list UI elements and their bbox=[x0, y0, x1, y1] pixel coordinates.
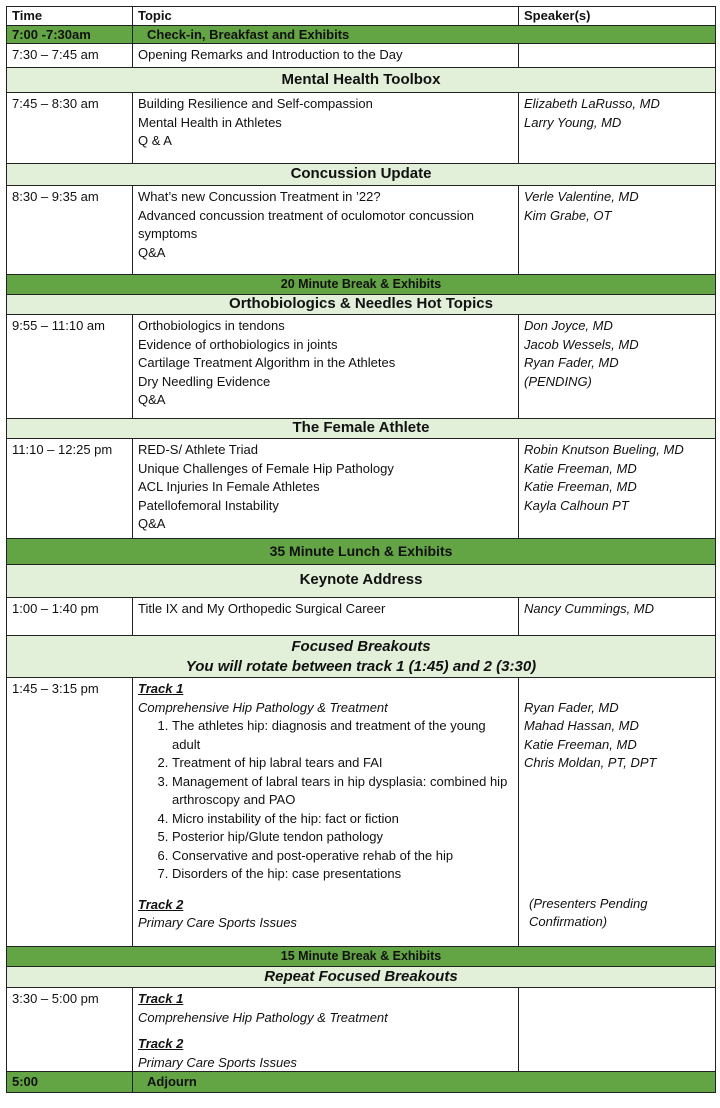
track-2-title: Primary Care Sports Issues bbox=[138, 1054, 297, 1070]
topic-line: Advanced concussion treatment of oculomotor concussion bbox=[138, 207, 475, 223]
breakouts-heading bbox=[7, 636, 715, 678]
topic-line: Mental Health in Athletes bbox=[138, 114, 282, 130]
break-20-row: 20 Minute Break & Exhibits bbox=[7, 275, 715, 295]
concussion-topics bbox=[133, 186, 519, 274]
ortho-row bbox=[7, 315, 715, 419]
female-time: 11:10 – 12:25 pm bbox=[7, 439, 133, 538]
keynote-row bbox=[7, 598, 715, 636]
list-item: 5. Posterior hip/Glute tendon pathology bbox=[172, 828, 513, 847]
topic-line: Q & A bbox=[138, 133, 172, 148]
track-2-heading: Track 2 bbox=[138, 1036, 184, 1051]
speaker-line: Confirmation) bbox=[529, 914, 608, 929]
breakouts-row bbox=[7, 678, 715, 947]
track-1-heading: Track 1 bbox=[138, 681, 184, 696]
repeat-time: 3:30 – 5:00 pm bbox=[7, 988, 133, 1071]
mental-topics bbox=[133, 93, 519, 163]
ortho-topics bbox=[133, 315, 519, 418]
lunch-row: 35 Minute Lunch & Exhibits bbox=[7, 539, 715, 565]
female-heading: The Female Athlete bbox=[7, 419, 715, 439]
opening-time: 7:30 – 7:45 am bbox=[7, 44, 133, 67]
adjourn-row bbox=[7, 1072, 715, 1092]
topic-header: Topic bbox=[133, 7, 519, 25]
list-item: 7. Disorders of the hip: case presentations bbox=[172, 865, 513, 884]
topic-line: Q&A bbox=[138, 392, 166, 407]
speakers-header: Speaker(s) bbox=[524, 8, 591, 23]
list-item: 6. Conservative and post-operative rehab of the hip bbox=[172, 847, 513, 866]
speaker-line: Kayla Calhoun PT bbox=[524, 497, 629, 513]
opening-topic: Opening Remarks and Introduction to the Day bbox=[133, 44, 519, 67]
list-item: 2. Treatment of hip labral tears and FAI bbox=[172, 754, 513, 773]
female-row bbox=[7, 439, 715, 539]
checkin-label: Check-in, Breakfast and Exhibits bbox=[147, 27, 350, 42]
adjourn-time: 5:00 bbox=[7, 1072, 133, 1092]
list-item: 3. Management of labral tears in hip dysplasia: combined hip arthroscopy and PAO bbox=[172, 773, 513, 810]
speaker-line: Katie Freeman, MD bbox=[524, 460, 637, 476]
concussion-time: 8:30 – 9:35 am bbox=[7, 186, 133, 274]
speaker-line: Jacob Wessels, MD bbox=[524, 336, 639, 352]
list-item: 4. Micro instability of the hip: fact or fiction bbox=[172, 810, 513, 829]
speaker-line: (PENDING) bbox=[524, 373, 592, 389]
keynote-speaker: Nancy Cummings, MD bbox=[524, 601, 655, 616]
topic-line: Q&A bbox=[138, 244, 166, 260]
mental-speakers bbox=[519, 93, 715, 163]
header-row bbox=[7, 7, 715, 26]
repeat-heading: Repeat Focused Breakouts bbox=[7, 967, 715, 988]
topic-line: What’s new Concussion Treatment in ’22? bbox=[138, 189, 381, 204]
topic-line: symptoms bbox=[138, 226, 198, 241]
speaker-line: Katie Freeman, MD bbox=[524, 736, 637, 752]
female-topics bbox=[133, 439, 519, 538]
speaker-line: Verle Valentine, MD bbox=[524, 189, 639, 204]
time-header: Time bbox=[7, 7, 133, 25]
topic-line: Q&A bbox=[138, 516, 166, 531]
topic-line: Patellofemoral Instability bbox=[138, 497, 279, 513]
speaker-line: Robin Knutson Bueling, MD bbox=[524, 442, 684, 457]
break-15-row: 15 Minute Break & Exhibits bbox=[7, 947, 715, 967]
topic-line: Dry Needling Evidence bbox=[138, 373, 271, 389]
speaker-line: Larry Young, MD bbox=[524, 114, 622, 130]
track-1-title: Comprehensive Hip Pathology & Treatment bbox=[138, 699, 388, 715]
speaker-line: Kim Grabe, OT bbox=[524, 207, 612, 223]
speaker-line: Katie Freeman, MD bbox=[524, 479, 637, 494]
track-1-title: Comprehensive Hip Pathology & Treatment bbox=[138, 1009, 388, 1025]
topic-line: ACL Injuries In Female Athletes bbox=[138, 479, 320, 494]
topic-line: Building Resilience and Self-compassion bbox=[138, 96, 373, 111]
speaker-line: Chris Moldan, PT, DPT bbox=[524, 755, 657, 770]
speaker-line: Ryan Fader, MD bbox=[524, 699, 619, 715]
agenda-table bbox=[6, 6, 716, 1093]
speaker-line: Ryan Fader, MD bbox=[524, 355, 619, 370]
breakouts-topics bbox=[133, 678, 519, 946]
concussion-speakers bbox=[519, 186, 715, 274]
track-1-heading: Track 1 bbox=[138, 991, 184, 1006]
topic-line: Evidence of orthobiologics in joints bbox=[138, 336, 338, 352]
female-speakers bbox=[519, 439, 715, 538]
track-1-list bbox=[138, 717, 513, 884]
ortho-speakers bbox=[519, 315, 715, 418]
breakouts-title: Focused Breakouts bbox=[291, 638, 431, 655]
repeat-row bbox=[7, 988, 715, 1072]
breakouts-time: 1:45 – 3:15 pm bbox=[7, 678, 133, 946]
repeat-topics bbox=[133, 988, 519, 1071]
mental-health-row bbox=[7, 93, 715, 164]
mental-health-heading: Mental Health Toolbox bbox=[7, 68, 715, 93]
topic-line: Orthobiologics in tendons bbox=[138, 318, 285, 333]
topic-line: RED-S/ Athlete Triad bbox=[138, 442, 258, 457]
keynote-topic: Title IX and My Orthopedic Surgical Career bbox=[133, 598, 519, 635]
keynote-heading: Keynote Address bbox=[7, 565, 715, 598]
topic-line: Unique Challenges of Female Hip Pathology bbox=[138, 460, 394, 476]
breakouts-speakers bbox=[519, 678, 715, 946]
speaker-line: (Presenters Pending bbox=[529, 895, 648, 911]
speaker-line: Elizabeth LaRusso, MD bbox=[524, 96, 660, 111]
speaker-line: Don Joyce, MD bbox=[524, 318, 613, 333]
breakouts-subtitle: You will rotate between track 1 (1:45) and 2 (3:30) bbox=[185, 658, 537, 675]
keynote-time: 1:00 – 1:40 pm bbox=[7, 598, 133, 635]
ortho-time: 9:55 – 11:10 am bbox=[7, 315, 133, 418]
list-item: 1. The athletes hip: diagnosis and treatment of the young adult bbox=[172, 717, 513, 754]
concussion-row bbox=[7, 186, 715, 275]
concussion-heading: Concussion Update bbox=[7, 164, 715, 186]
track-2-title: Primary Care Sports Issues bbox=[138, 915, 297, 930]
checkin-row bbox=[7, 26, 715, 44]
ortho-heading: Orthobiologics & Needles Hot Topics bbox=[7, 295, 715, 315]
adjourn-label: Adjourn bbox=[147, 1074, 197, 1089]
track-2-heading: Track 2 bbox=[138, 896, 184, 912]
mental-time: 7:45 – 8:30 am bbox=[7, 93, 133, 163]
checkin-time: 7:00 -7:30am bbox=[7, 26, 133, 43]
speaker-line: Mahad Hassan, MD bbox=[524, 718, 639, 733]
opening-row bbox=[7, 44, 715, 68]
topic-line: Cartilage Treatment Algorithm in the Athletes bbox=[138, 355, 396, 370]
